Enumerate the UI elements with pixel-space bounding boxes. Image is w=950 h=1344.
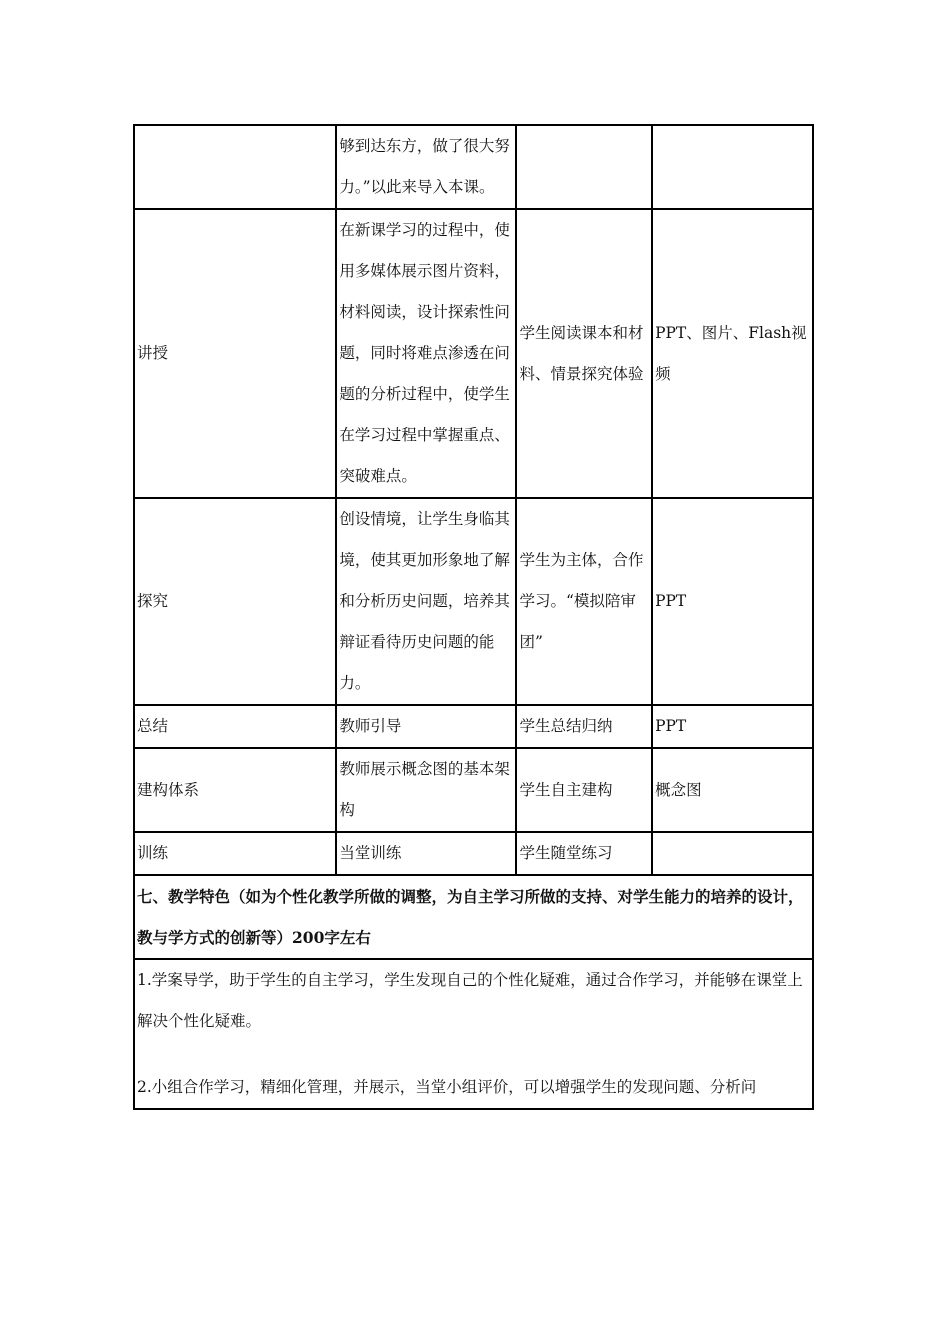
media-cell <box>652 125 813 209</box>
paragraph-2: 2.小组合作学习，精细化管理，并展示，当堂小组评价，可以增强学生的发现问题、分析问 <box>137 1078 757 1096</box>
student-activity-cell: 学生阅读课本和材料、情景探究体验 <box>516 209 652 498</box>
stage-cell: 训练 <box>134 832 336 875</box>
student-activity-cell: 学生总结归纳 <box>516 705 652 748</box>
media-cell: PPT <box>652 705 813 748</box>
section-body-row <box>134 959 813 1109</box>
table-row <box>134 832 813 875</box>
student-activity-cell: 学生自主建构 <box>516 748 652 832</box>
media-cell: PPT <box>652 498 813 705</box>
section-heading-row <box>134 875 813 959</box>
stage-cell: 探究 <box>134 498 336 705</box>
student-activity-cell <box>516 125 652 209</box>
stage-cell: 讲授 <box>134 209 336 498</box>
paragraph-gap <box>137 1042 810 1067</box>
table-row <box>134 125 813 209</box>
section-body <box>134 959 813 1109</box>
media-cell <box>652 832 813 875</box>
media-cell: 概念图 <box>652 748 813 832</box>
student-activity-cell: 学生随堂练习 <box>516 832 652 875</box>
teacher-activity-cell: 创设情境，让学生身临其境，使其更加形象地了解和分析历史问题，培养其辩证看待历史问题的能力。 <box>336 498 516 705</box>
paragraph-1: 1.学案导学，助于学生的自主学习，学生发现自己的个性化疑难，通过合作学习，并能够在课堂上解决个性化疑难。 <box>137 971 803 1030</box>
teacher-activity-cell: 当堂训练 <box>336 832 516 875</box>
table-row <box>134 498 813 705</box>
table-row <box>134 748 813 832</box>
teacher-activity-cell: 教师展示概念图的基本架构 <box>336 748 516 832</box>
media-cell: PPT、图片、Flash视频 <box>652 209 813 498</box>
stage-cell: 建构体系 <box>134 748 336 832</box>
lesson-plan-table <box>133 124 814 1110</box>
student-activity-cell: 学生为主体，合作学习。“模拟陪审团” <box>516 498 652 705</box>
stage-cell: 总结 <box>134 705 336 748</box>
table-row <box>134 209 813 498</box>
teacher-activity-cell: 够到达东方，做了很大努力。”以此来导入本课。 <box>336 125 516 209</box>
teacher-activity-cell: 教师引导 <box>336 705 516 748</box>
section-heading: 七、教学特色（如为个性化教学所做的调整，为自主学习所做的支持、对学生能力的培养的设计，教与学方式的创新等）200字左右 <box>134 875 813 959</box>
table-row <box>134 705 813 748</box>
teacher-activity-cell: 在新课学习的过程中，使用多媒体展示图片资料，材料阅读，设计探索性问题，同时将难点渗透在问题的分析过程中，使学生在学习过程中掌握重点、突破难点。 <box>336 209 516 498</box>
stage-cell <box>134 125 336 209</box>
